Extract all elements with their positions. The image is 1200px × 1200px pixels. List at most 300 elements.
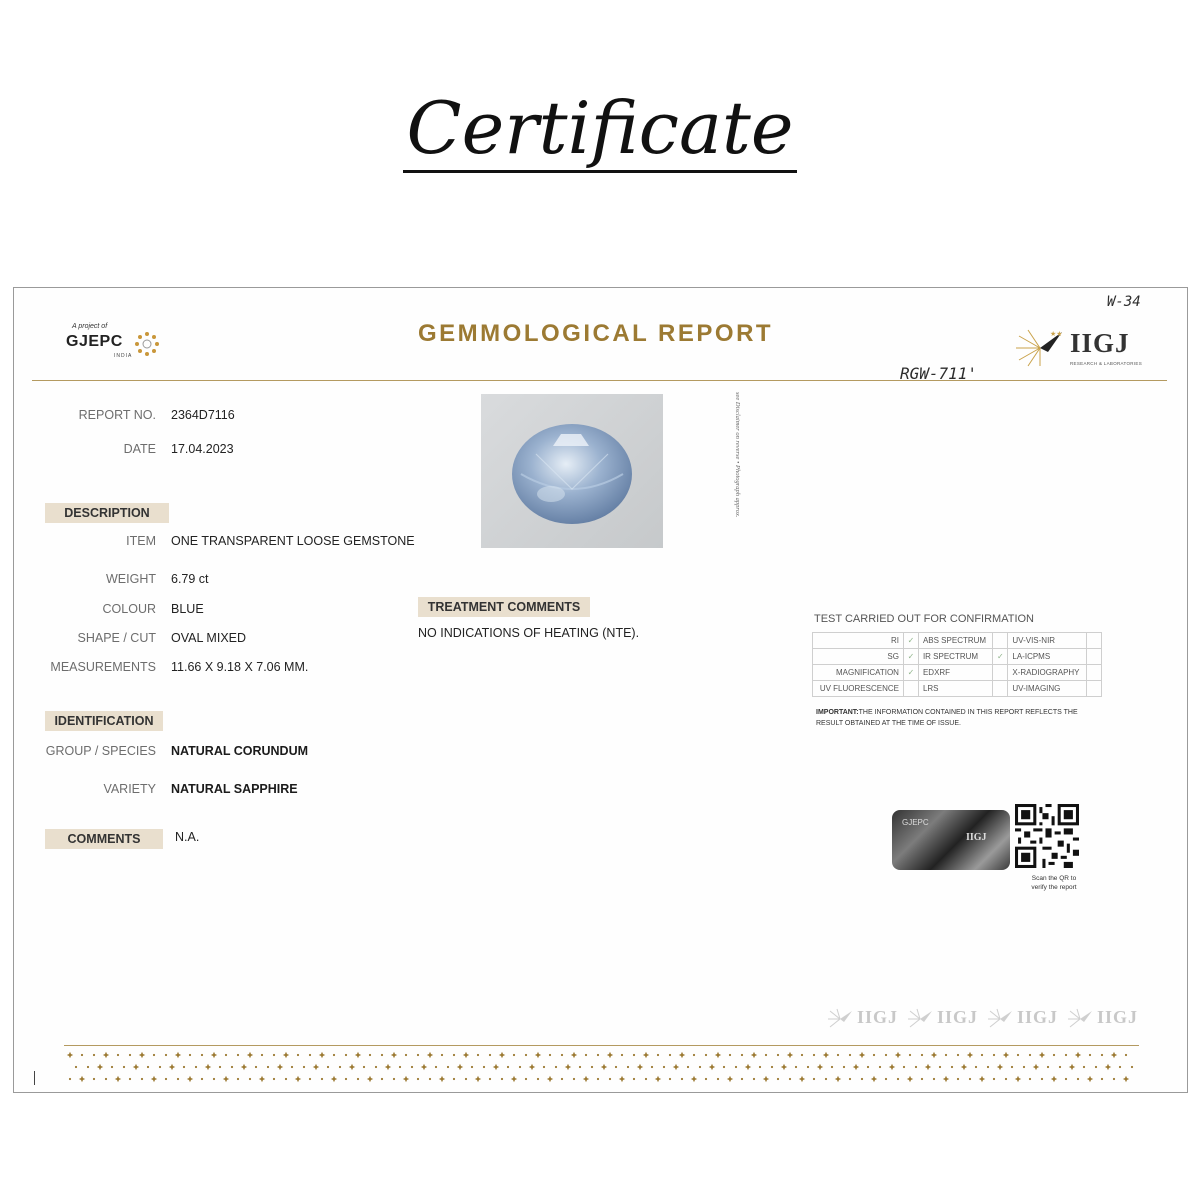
check-cell: [1087, 665, 1102, 681]
iigj-name: IIGJ: [1070, 328, 1130, 358]
border-dot: [111, 1066, 113, 1068]
border-star: [79, 1076, 85, 1082]
border-star: [439, 1076, 445, 1082]
border-dot: [489, 1054, 491, 1056]
test-name: RI: [813, 633, 904, 649]
border-dot: [1101, 1078, 1103, 1080]
gjepc-country: INDIA: [114, 353, 133, 359]
test-name: ABS SPECTRUM: [918, 633, 992, 649]
border-dot: [663, 1066, 665, 1068]
border-star: [889, 1064, 895, 1070]
border-dot: [645, 1078, 647, 1080]
border-dot: [285, 1078, 287, 1080]
border-star: [259, 1076, 265, 1082]
photo-disclaimer: [731, 392, 741, 552]
svg-text:★★: ★★: [1050, 331, 1063, 338]
treatment-heading: TREATMENT COMMENTS: [418, 597, 590, 617]
border-dot: [297, 1054, 299, 1056]
border-star: [529, 1064, 535, 1070]
measurements-value: 11.66 X 9.18 X 7.06 MM.: [171, 660, 309, 674]
border-dot: [903, 1066, 905, 1068]
border-dot: [885, 1078, 887, 1080]
border-star: [967, 1052, 973, 1058]
border-dot: [345, 1054, 347, 1056]
border-dot: [267, 1066, 269, 1068]
border-dot: [705, 1054, 707, 1056]
border-star: [115, 1076, 121, 1082]
border-dot: [483, 1066, 485, 1068]
border-star: [331, 1076, 337, 1082]
variety-value: NATURAL SAPPHIRE: [171, 782, 298, 796]
border-star: [535, 1052, 541, 1058]
border-dot: [597, 1054, 599, 1056]
border-dot: [159, 1066, 161, 1068]
border-dot: [549, 1054, 551, 1056]
border-dot: [93, 1078, 95, 1080]
border-star: [349, 1064, 355, 1070]
border-dot: [789, 1078, 791, 1080]
border-star: [571, 1052, 577, 1058]
test-name: LA-ICPMS: [1008, 649, 1087, 665]
border-star: [895, 1052, 901, 1058]
border-star: [367, 1076, 373, 1082]
border-star: [493, 1064, 499, 1070]
important-text: THE INFORMATION CONTAINED IN THIS REPORT REFLECTS THE RESULT OBTAINED AT THE TIME OF ISSUE.: [816, 709, 1078, 727]
border-star: [1051, 1076, 1057, 1082]
border-star: [979, 1076, 985, 1082]
border-star: [205, 1064, 211, 1070]
border-star: [1003, 1052, 1009, 1058]
border-star: [835, 1076, 841, 1082]
watermark-text: IIGJ: [1097, 1007, 1139, 1027]
gjepc-tagline: A project of: [72, 323, 108, 330]
border-dot: [705, 1078, 707, 1080]
border-dot: [1077, 1078, 1079, 1080]
test-name: LRS: [918, 681, 992, 697]
qr-caption-line-2: verify the report: [1031, 884, 1077, 892]
test-name: SG: [813, 649, 904, 665]
border-dot: [177, 1078, 179, 1080]
border-dot: [729, 1054, 731, 1056]
border-dot: [615, 1066, 617, 1068]
border-dot: [75, 1066, 77, 1068]
border-dot: [945, 1054, 947, 1056]
description-heading: DESCRIPTION: [45, 503, 169, 523]
check-cell: [903, 681, 918, 697]
border-dot: [741, 1078, 743, 1080]
border-dot: [1023, 1066, 1025, 1068]
border-star: [151, 1076, 157, 1082]
important-notice: [816, 708, 1096, 729]
border-dot: [765, 1054, 767, 1056]
border-star: [277, 1064, 283, 1070]
border-dot: [657, 1054, 659, 1056]
border-dot: [471, 1066, 473, 1068]
border-dot: [1101, 1054, 1103, 1056]
border-dot: [327, 1066, 329, 1068]
border-star: [187, 1076, 193, 1082]
border-dot: [339, 1066, 341, 1068]
border-dot: [69, 1078, 71, 1080]
watermark-starburst-icon: [1067, 1008, 1093, 1030]
border-dot: [441, 1054, 443, 1056]
border-dot: [591, 1066, 593, 1068]
border-dot: [321, 1078, 323, 1080]
item-label: ITEM: [126, 534, 156, 548]
border-star: [997, 1064, 1003, 1070]
border-dot: [933, 1078, 935, 1080]
border-dot: [993, 1078, 995, 1080]
border-dot: [777, 1078, 779, 1080]
date-value: 17.04.2023: [171, 442, 234, 456]
border-star: [673, 1064, 679, 1070]
check-cell: [993, 665, 1008, 681]
shape-cut-label: SHAPE / CUT: [77, 631, 156, 645]
border-dot: [741, 1054, 743, 1056]
border-dot: [309, 1078, 311, 1080]
border-star: [355, 1052, 361, 1058]
border-dot: [951, 1066, 953, 1068]
border-dot: [237, 1078, 239, 1080]
border-dot: [81, 1054, 83, 1056]
border-dot: [303, 1066, 305, 1068]
border-dot: [735, 1066, 737, 1068]
border-star: [427, 1052, 433, 1058]
border-star: [139, 1052, 145, 1058]
border-star: [691, 1076, 697, 1082]
border-dot: [309, 1054, 311, 1056]
border-dot: [873, 1054, 875, 1056]
border-dot: [165, 1078, 167, 1080]
border-dot: [1005, 1078, 1007, 1080]
border-dot: [633, 1078, 635, 1080]
gemstone-photo: [481, 394, 663, 548]
comments-value: N.A.: [175, 830, 200, 844]
border-star: [67, 1052, 73, 1058]
border-dot: [537, 1078, 539, 1080]
check-cell: [1087, 633, 1102, 649]
border-dot: [1089, 1054, 1091, 1056]
border-star: [943, 1076, 949, 1082]
border-dot: [375, 1066, 377, 1068]
border-dot: [381, 1054, 383, 1056]
comments-heading: COMMENTS: [45, 829, 163, 849]
border-dot: [669, 1054, 671, 1056]
border-star: [1039, 1052, 1045, 1058]
border-star: [391, 1052, 397, 1058]
species-label: GROUP / SPECIES: [45, 744, 156, 758]
border-star: [961, 1064, 967, 1070]
watermark-starburst-icon: [987, 1008, 1013, 1030]
watermark: [907, 1006, 981, 1032]
border-star: [637, 1064, 643, 1070]
border-dot: [147, 1066, 149, 1068]
border-dot: [543, 1066, 545, 1068]
border-dot: [399, 1066, 401, 1068]
border-dot: [681, 1078, 683, 1080]
border-star: [103, 1052, 109, 1058]
border-dot: [825, 1078, 827, 1080]
border-star: [763, 1076, 769, 1082]
border-dot: [609, 1078, 611, 1080]
border-star: [709, 1064, 715, 1070]
border-dot: [687, 1066, 689, 1068]
border-dot: [219, 1066, 221, 1068]
test-name: UV FLUORESCENCE: [813, 681, 904, 697]
border-dot: [921, 1078, 923, 1080]
watermark-starburst-icon: [907, 1008, 933, 1030]
border-dot: [417, 1054, 419, 1056]
border-dot: [129, 1054, 131, 1056]
border-star: [1015, 1076, 1021, 1082]
border-dot: [849, 1054, 851, 1056]
border-star: [241, 1064, 247, 1070]
border-star: [547, 1076, 553, 1082]
border-dot: [837, 1054, 839, 1056]
border-dot: [369, 1054, 371, 1056]
border-dot: [435, 1066, 437, 1068]
border-star: [169, 1064, 175, 1070]
margin-mark: [34, 1071, 35, 1085]
border-dot: [357, 1078, 359, 1080]
watermark-text: IIGJ: [1017, 1007, 1059, 1027]
border-dot: [957, 1078, 959, 1080]
check-icon: ✓: [903, 633, 918, 649]
border-dot: [759, 1066, 761, 1068]
border-dot: [1029, 1054, 1031, 1056]
border-dot: [411, 1066, 413, 1068]
border-dot: [255, 1066, 257, 1068]
border-star: [1123, 1076, 1129, 1082]
handwritten-code: W-34: [1107, 294, 1141, 310]
watermark: [827, 1006, 901, 1032]
border-dot: [249, 1078, 251, 1080]
border-dot: [771, 1066, 773, 1068]
colour-value: BLUE: [171, 602, 204, 616]
gjepc-name: GJEPC: [66, 333, 123, 350]
watermark-starburst-icon: [827, 1008, 853, 1030]
border-star: [679, 1052, 685, 1058]
border-star: [751, 1052, 757, 1058]
photo-disclaimer-text: see Disclaimer on reverse • Photograph approx.: [734, 392, 741, 518]
gjepc-logo: [64, 323, 174, 368]
border-dot: [885, 1054, 887, 1056]
border-star: [745, 1064, 751, 1070]
border-dot: [153, 1054, 155, 1056]
border-dot: [525, 1078, 527, 1080]
border-dot: [1131, 1066, 1133, 1068]
border-star: [907, 1076, 913, 1082]
border-star: [385, 1064, 391, 1070]
border-star: [247, 1052, 253, 1058]
border-star: [727, 1076, 733, 1082]
border-star: [211, 1052, 217, 1058]
border-dot: [693, 1054, 695, 1056]
test-name: IR SPECTRUM: [918, 649, 992, 665]
border-dot: [585, 1054, 587, 1056]
border-dot: [429, 1078, 431, 1080]
border-dot: [165, 1054, 167, 1056]
border-dot: [141, 1078, 143, 1080]
border-dot: [561, 1054, 563, 1056]
border-dot: [987, 1066, 989, 1068]
decorative-star-border: [64, 1049, 1139, 1085]
colour-label: COLOUR: [102, 602, 156, 616]
border-star: [1033, 1064, 1039, 1070]
border-dot: [447, 1066, 449, 1068]
hologram-small-text: GJEPC: [902, 818, 929, 827]
heading-text: Certificate: [403, 92, 798, 173]
sapphire-image: [481, 394, 663, 548]
check-icon: ✓: [903, 649, 918, 665]
border-star: [457, 1064, 463, 1070]
border-dot: [1083, 1066, 1085, 1068]
border-dot: [561, 1078, 563, 1080]
border-dot: [513, 1054, 515, 1056]
border-star: [619, 1076, 625, 1082]
identification-heading: IDENTIFICATION: [45, 711, 163, 731]
tests-row: [813, 649, 1102, 665]
border-dot: [1059, 1066, 1061, 1068]
border-dot: [381, 1078, 383, 1080]
border-dot: [597, 1078, 599, 1080]
border-dot: [1017, 1054, 1019, 1056]
measurements-label: MEASUREMENTS: [50, 660, 156, 674]
border-dot: [831, 1066, 833, 1068]
border-dot: [465, 1078, 467, 1080]
test-name: UV-IMAGING: [1008, 681, 1087, 697]
border-dot: [939, 1066, 941, 1068]
weight-label: WEIGHT: [106, 572, 156, 586]
border-star: [655, 1076, 661, 1082]
border-dot: [183, 1066, 185, 1068]
border-dot: [993, 1054, 995, 1056]
treatment-text: NO INDICATIONS OF HEATING (NTE).: [418, 626, 640, 640]
border-dot: [849, 1078, 851, 1080]
border-dot: [129, 1078, 131, 1080]
border-star: [853, 1064, 859, 1070]
border-star: [607, 1052, 613, 1058]
border-star: [511, 1076, 517, 1082]
date-label: DATE: [123, 442, 156, 456]
border-dot: [633, 1054, 635, 1056]
border-star: [295, 1076, 301, 1082]
border-dot: [273, 1078, 275, 1080]
report-title: GEMMOLOGICAL REPORT: [418, 320, 774, 347]
border-dot: [417, 1078, 419, 1080]
border-dot: [93, 1054, 95, 1056]
border-dot: [501, 1078, 503, 1080]
border-dot: [1095, 1066, 1097, 1068]
border-dot: [723, 1066, 725, 1068]
border-dot: [453, 1078, 455, 1080]
border-dot: [195, 1066, 197, 1068]
border-dot: [915, 1066, 917, 1068]
border-star: [799, 1076, 805, 1082]
border-dot: [573, 1078, 575, 1080]
border-dot: [867, 1066, 869, 1068]
shape-cut-value: OVAL MIXED: [171, 631, 247, 645]
border-star: [871, 1076, 877, 1082]
border-dot: [1119, 1066, 1121, 1068]
security-hologram: [892, 810, 1010, 870]
important-label: IMPORTANT:: [816, 709, 859, 716]
border-dot: [237, 1054, 239, 1056]
border-dot: [897, 1078, 899, 1080]
check-cell: [1087, 681, 1102, 697]
border-star: [823, 1052, 829, 1058]
border-dot: [477, 1054, 479, 1056]
header-divider: [32, 380, 1167, 381]
border-dot: [405, 1054, 407, 1056]
border-star: [175, 1052, 181, 1058]
check-cell: [993, 681, 1008, 697]
border-dot: [489, 1078, 491, 1080]
tests-title: TEST CARRIED OUT FOR CONFIRMATION: [814, 613, 1035, 625]
border-star: [787, 1052, 793, 1058]
report-number-label: REPORT NO.: [78, 408, 156, 422]
border-dot: [843, 1066, 845, 1068]
watermark-text: IIGJ: [857, 1007, 899, 1027]
border-dot: [1065, 1078, 1067, 1080]
footer-divider: [64, 1045, 1139, 1046]
weight-value: 6.79 ct: [171, 572, 209, 586]
border-dot: [1041, 1078, 1043, 1080]
border-star: [817, 1064, 823, 1070]
qr-caption-line-1: Scan the QR to: [1031, 875, 1077, 882]
border-dot: [123, 1066, 125, 1068]
iigj-starburst-icon: [1014, 328, 1066, 368]
border-dot: [105, 1078, 107, 1080]
border-dot: [753, 1078, 755, 1080]
border-star: [475, 1076, 481, 1082]
border-star: [499, 1052, 505, 1058]
test-name: EDXRF: [918, 665, 992, 681]
border-star: [859, 1052, 865, 1058]
border-dot: [777, 1054, 779, 1056]
border-star: [403, 1076, 409, 1082]
tests-row: [813, 681, 1102, 697]
border-dot: [201, 1078, 203, 1080]
border-star: [583, 1076, 589, 1082]
border-star: [781, 1064, 787, 1070]
border-star: [1087, 1076, 1093, 1082]
border-star: [319, 1052, 325, 1058]
border-star: [223, 1076, 229, 1082]
iigj-logo: [1014, 326, 1164, 376]
tests-table: [812, 632, 1102, 697]
border-dot: [975, 1066, 977, 1068]
border-dot: [201, 1054, 203, 1056]
watermark: [987, 1006, 1061, 1032]
border-dot: [909, 1054, 911, 1056]
qr-code-icon[interactable]: [1015, 804, 1079, 868]
border-dot: [921, 1054, 923, 1056]
border-dot: [669, 1078, 671, 1080]
border-dot: [969, 1078, 971, 1080]
border-dot: [291, 1066, 293, 1068]
border-dot: [261, 1054, 263, 1056]
border-star: [283, 1052, 289, 1058]
test-name: UV-VIS-NIR: [1008, 633, 1087, 649]
hologram-text: IIGJ: [966, 832, 987, 843]
check-cell: [1087, 649, 1102, 665]
border-dot: [621, 1054, 623, 1056]
border-star: [601, 1064, 607, 1070]
border-dot: [231, 1066, 233, 1068]
species-value: NATURAL CORUNDUM: [171, 744, 309, 758]
watermark: [1067, 1006, 1141, 1032]
